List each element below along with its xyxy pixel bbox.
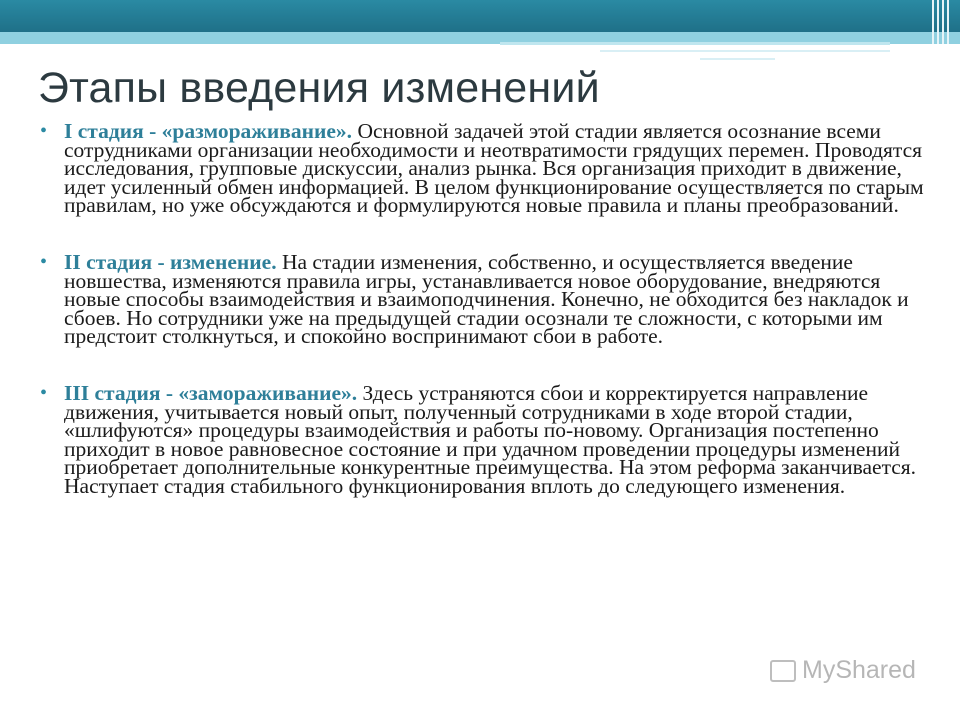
header-vertical-lines [932,0,950,44]
stage-text: Основной задачей этой стадии является осознание всеми сотрудниками организации необходимости и неотвратимости грядущих перемен. Проводятся исследования, групповые дискуссии, анализ рынка. Вся организация приходит в движение, идет усиленный обмен информацией. В целом функционирование осуществляется по старым правилам, но уже обсуждаются и формулируются новые правила и планы преобразований. [64,119,924,218]
stage-text: На стадии изменения, собственно, и осуществляется введение новшества, изменяются правила игры, устанавливается новое оборудование, внедряются новые способы взаимодействия и взаимоподчинения. Конечно, не обходится без накладок и сбоев. Но сотрудники уже на предыдущей стадии осознали те сложности, с которыми им предстоит столкнуться, и спокойно воспринимают сбои в работе. [64,249,909,349]
header-decoration [0,0,960,44]
bullet-icon: • [40,250,48,273]
stage-text: Здесь устраняются сбои и корректируется направление движения, учитывается новый опыт, полученный сотрудниками в ходе второй стадии, «шлифуются» процедуры взаимодействия и работы по-новому. Организация постепенно приходит в новое равновесное состояние и при удачном проведении процедуры изменений приобретает дополнительные конкурентные преимущества. На этом реформа заканчивается. Наступает стадия стабильного функционирования вплоть до следующего изменения. [64,380,917,498]
header-stripe [700,58,775,60]
slide-title: Этапы введения изменений [38,64,600,112]
stage-item [38,380,940,498]
stage-heading: III стадия - «замораживание». [64,380,358,405]
watermark [770,656,916,685]
bullet-icon: • [40,120,48,142]
stage-heading: I стадия - «размораживание». [64,119,353,143]
stage-item [38,119,940,218]
header-stripe [500,42,890,45]
header-bar-dark [0,0,960,32]
slide-body [38,119,940,498]
stage-item [38,249,940,349]
stage-heading: II стадия - изменение. [64,249,277,274]
header-stripe [600,50,890,52]
bullet-icon: • [40,381,48,404]
watermark-logo-icon [770,660,796,682]
watermark-text: MyShared [802,656,916,684]
